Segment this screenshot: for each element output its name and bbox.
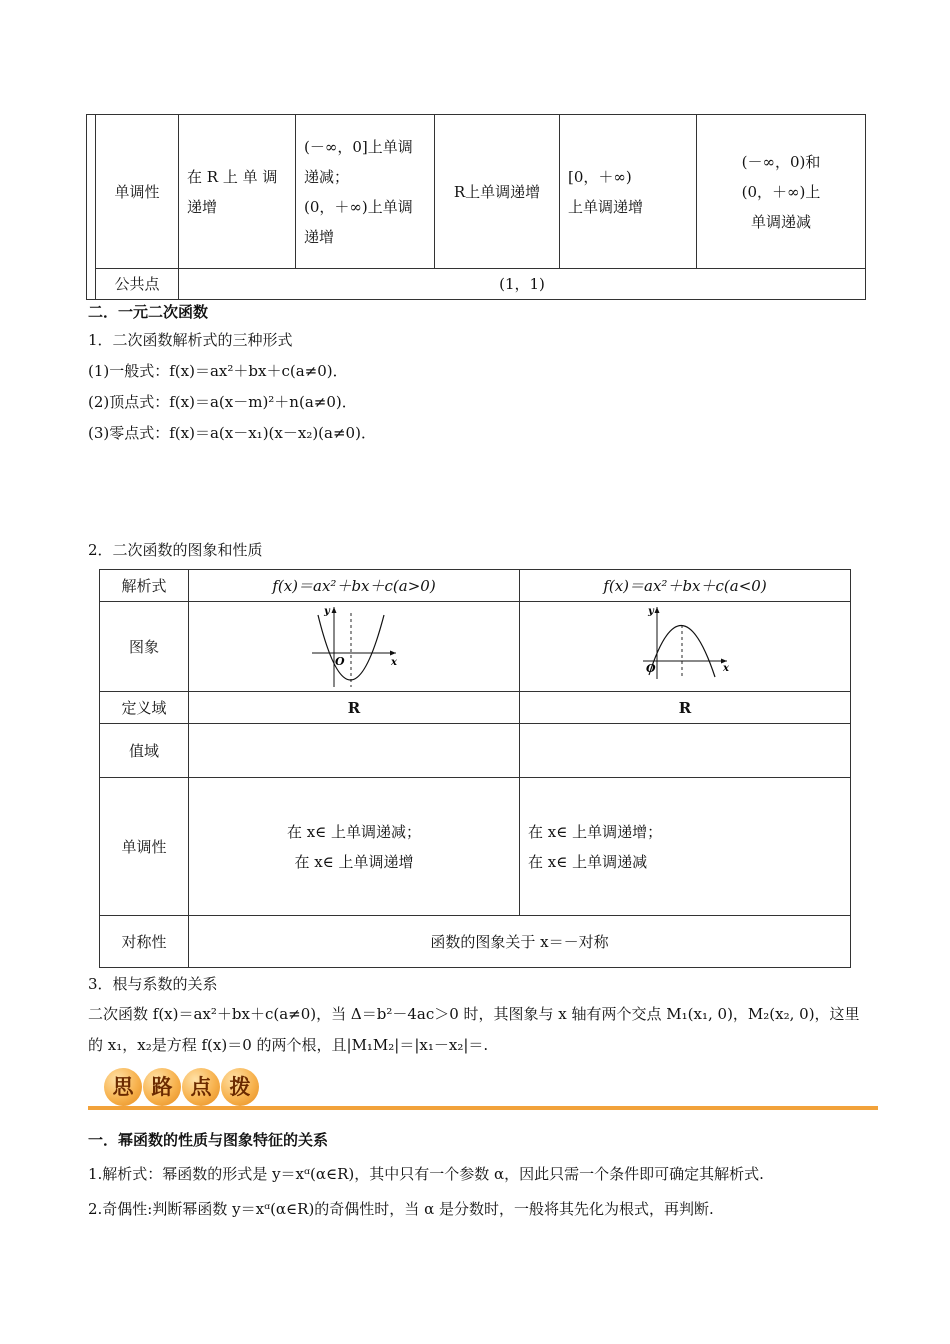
graph-cell-a-positive xyxy=(189,602,520,692)
cell-text: 在 R 上 单 调 xyxy=(187,167,278,186)
row-label-monotonicity: 单调性 xyxy=(100,778,189,916)
cell-mono-3 xyxy=(435,115,560,269)
cell-mono-4 xyxy=(560,115,697,269)
axis-label-y: y xyxy=(324,605,330,617)
banner-char: 思 xyxy=(104,1068,142,1106)
mono-line: 在 x∈ 上单调递增 xyxy=(294,852,414,871)
common-point-value: (1，1) xyxy=(179,269,866,300)
parabola-up-graph xyxy=(304,605,404,689)
tips-banner xyxy=(88,1066,878,1110)
section-title-power-function: 一．幂函数的性质与图象特征的关系 xyxy=(88,1131,329,1149)
cell-text: (－∞，0]上单调 xyxy=(304,137,413,156)
row-label-domain: 定义域 xyxy=(100,692,189,724)
form-general: (1)一般式：f(x)＝ax²＋bx＋c(a≠0)． xyxy=(88,362,348,380)
mono-line: 在 x∈ 上单调递减； xyxy=(286,822,422,841)
origin-label: O xyxy=(646,661,656,675)
row-label-expression: 解析式 xyxy=(100,570,189,602)
domain-a-positive: R xyxy=(189,692,520,724)
cell-text: 递增 xyxy=(304,227,335,246)
roots-paragraph-line1: 二次函数 f(x)＝ax²＋bx＋c(a≠0)，当 Δ＝b²－4ac＞0 时，其图象与 x 轴有两个交点 M₁(x₁, 0)，M₂(x₂, 0)，这里 xyxy=(88,1005,860,1023)
form-zeros: (3)零点式：f(x)＝a(x－x₁)(x－x₂)(a≠0)． xyxy=(88,424,376,442)
banner-char: 路 xyxy=(143,1068,181,1106)
row-label-range: 值域 xyxy=(100,724,189,778)
cell-text: R上单调递增 xyxy=(453,182,541,201)
banner-char: 拨 xyxy=(221,1068,259,1106)
header-a-positive: f(x)＝ax²＋bx＋c(a>0) xyxy=(189,570,520,602)
power-item-1: 1.解析式：幂函数的形式是 y＝xᵅ(α∈R)，其中只有一个参数 α，因此只需一个条件即可确定其解析式. xyxy=(88,1165,764,1183)
subsection-forms-title: 1．二次函数解析式的三种形式 xyxy=(88,331,293,349)
cell-mono-2 xyxy=(296,115,435,269)
row-label-monotonicity: 单调性 xyxy=(96,115,179,269)
table-side-column xyxy=(87,115,96,300)
graph-cell-a-negative xyxy=(520,602,851,692)
domain-a-negative: R xyxy=(520,692,851,724)
banner-char: 点 xyxy=(182,1068,220,1106)
cell-text: (0，＋∞)上 xyxy=(741,182,821,201)
cell-text: 单调递减 xyxy=(750,212,811,231)
cell-mono-1 xyxy=(179,115,296,269)
roots-paragraph-line2: 的 x₁，x₂是方程 f(x)＝0 的两个根，且|M₁M₂|＝|x₁－x₂|＝. xyxy=(88,1036,489,1054)
power-item-2: 2.奇偶性:判断幂函数 y＝xᵅ(α∈R)的奇偶性时，当 α 是分数时，一般将其先化为根式，再判断. xyxy=(88,1200,714,1218)
quadratic-properties-table xyxy=(99,569,851,968)
row-label-common-point: 公共点 xyxy=(96,269,179,300)
origin-label: O xyxy=(335,654,345,668)
cell-text: (0，＋∞)上单调 xyxy=(304,197,413,216)
row-label-graph: 图象 xyxy=(100,602,189,692)
range-a-positive xyxy=(189,724,520,778)
header-a-negative: f(x)＝ax²＋bx＋c(a<0) xyxy=(520,570,851,602)
axis-label-x: x xyxy=(723,662,729,674)
cell-text: (－∞，0)和 xyxy=(741,152,821,171)
axis-label-y: y xyxy=(648,605,654,617)
cell-text: [0，＋∞) xyxy=(568,167,632,186)
mono-line: 在 x∈ 上单调递减 xyxy=(528,852,648,871)
section-title-quadratic: 二．一元二次函数 xyxy=(88,303,209,321)
form-vertex: (2)顶点式：f(x)＝a(x－m)²＋n(a≠0)． xyxy=(88,393,357,411)
cell-text: 递增 xyxy=(187,197,218,216)
symmetry-value: 函数的图象关于 x＝－对称 xyxy=(189,916,851,968)
subsection-roots-title: 3．根与系数的关系 xyxy=(88,975,218,993)
mono-a-positive xyxy=(189,778,520,916)
power-function-table xyxy=(86,114,866,300)
parabola-down-graph xyxy=(635,605,735,689)
range-a-negative xyxy=(520,724,851,778)
cell-text: 递减； xyxy=(304,167,350,186)
subsection-graph-title: 2．二次函数的图象和性质 xyxy=(88,541,263,559)
cell-mono-5 xyxy=(697,115,866,269)
mono-line: 在 x∈ 上单调递增； xyxy=(528,822,663,841)
row-label-symmetry: 对称性 xyxy=(100,916,189,968)
cell-text: 上单调递增 xyxy=(568,197,644,216)
banner-divider xyxy=(88,1106,878,1110)
axis-label-x: x xyxy=(391,656,397,668)
mono-a-negative xyxy=(520,778,851,916)
